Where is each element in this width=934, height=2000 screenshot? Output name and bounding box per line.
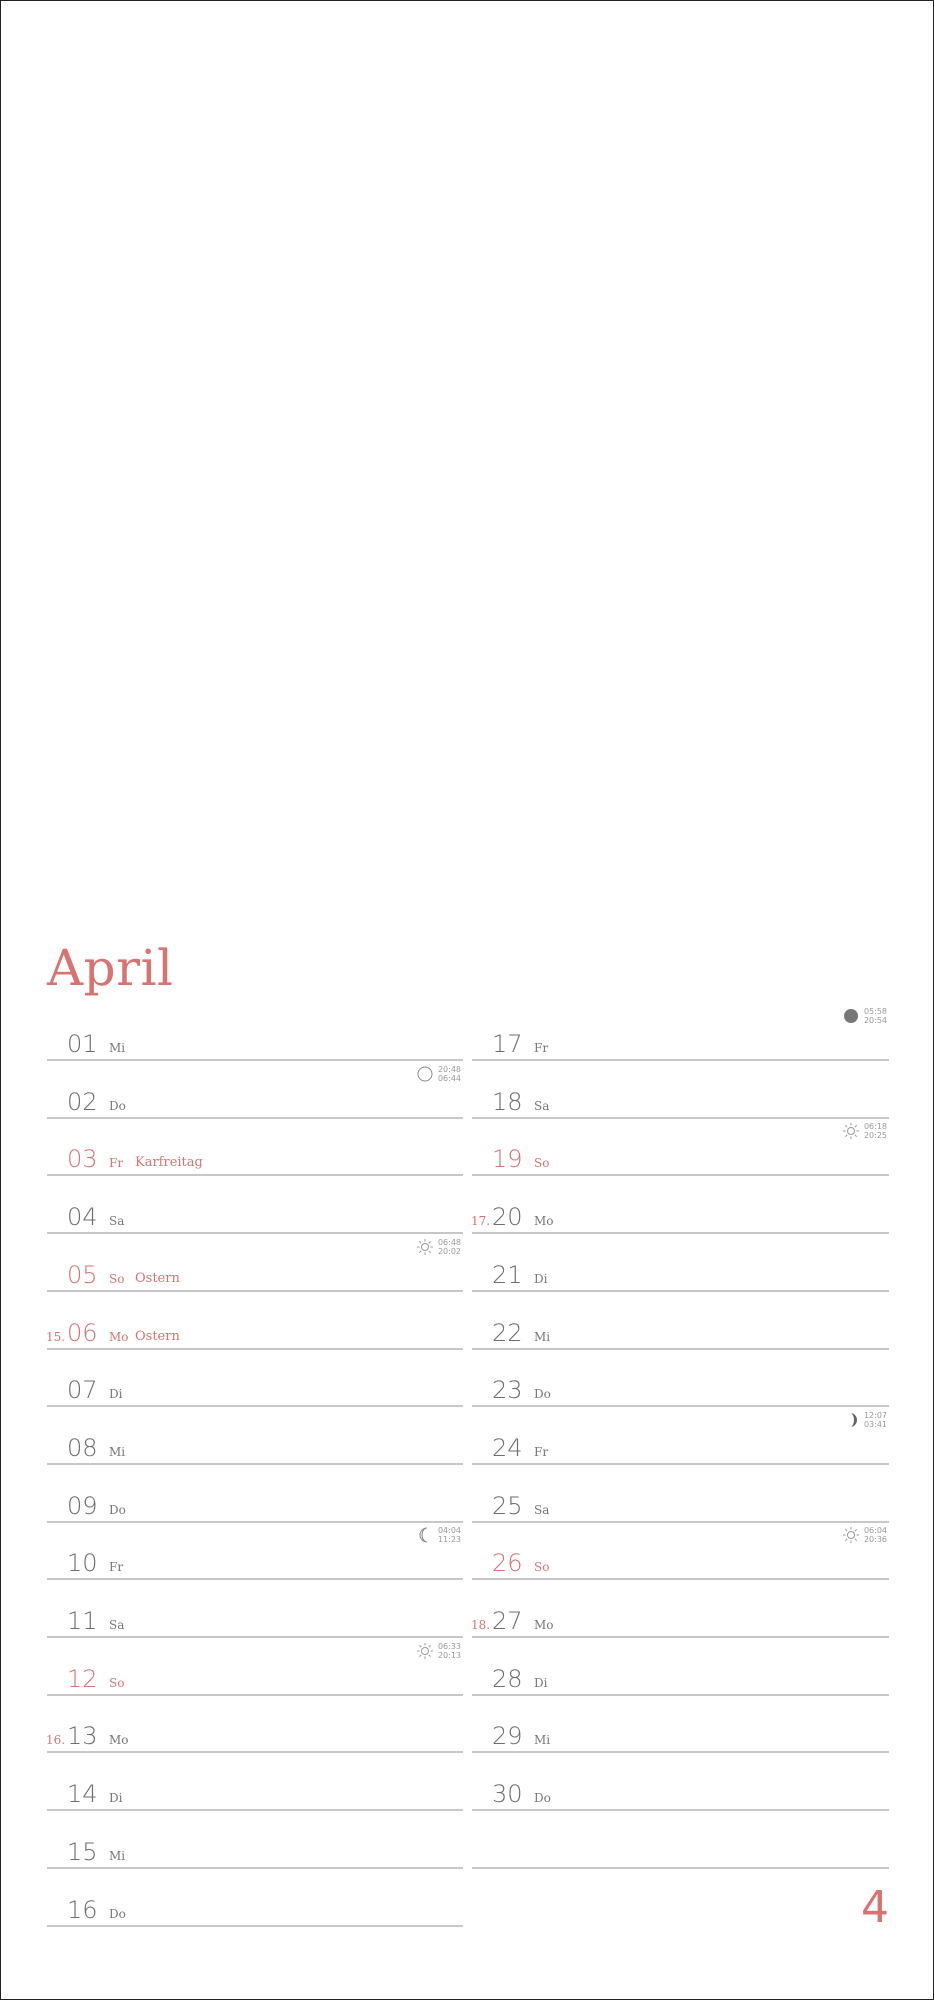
day-number: 16	[67, 1895, 98, 1924]
moon-info	[416, 1064, 461, 1084]
day-row	[47, 1176, 463, 1234]
time-2: 20:13	[437, 1650, 461, 1660]
day-number: 08	[67, 1433, 98, 1462]
weekday: Do	[109, 1098, 126, 1113]
day-row	[47, 1753, 463, 1811]
weekday: So	[534, 1560, 550, 1575]
day-number: 15	[67, 1837, 98, 1866]
time-2: 03:41	[863, 1419, 887, 1429]
day-number: 12	[67, 1664, 98, 1693]
time-1: 06:33	[437, 1641, 461, 1651]
day-row	[472, 1061, 889, 1119]
day-number: 05	[67, 1260, 98, 1289]
day-row	[472, 1580, 889, 1638]
day-number: 10	[67, 1549, 98, 1578]
sun-icon	[416, 1642, 434, 1660]
day-row	[472, 1522, 889, 1580]
day-row	[47, 1638, 463, 1696]
holiday-label: Ostern	[135, 1328, 180, 1344]
time-1: 06:18	[863, 1122, 887, 1132]
day-row	[47, 1003, 463, 1061]
week-number: 15.	[46, 1329, 66, 1344]
day-row	[47, 1580, 463, 1638]
day-row	[47, 1465, 463, 1523]
day-row	[47, 1869, 463, 1927]
weekday: Mi	[109, 1848, 126, 1863]
day-row	[47, 1234, 463, 1292]
time-1: 06:48	[437, 1237, 461, 1247]
day-number: 14	[67, 1780, 98, 1809]
weekday: Sa	[109, 1618, 125, 1632]
day-number: 27	[492, 1607, 523, 1635]
time-2: 06:44	[437, 1073, 461, 1083]
day-row	[472, 1695, 889, 1753]
time-2: 20:54	[863, 1016, 887, 1025]
day-row	[472, 1638, 889, 1696]
weekday: Mi	[109, 1444, 126, 1459]
time-1: 04:04	[437, 1526, 461, 1536]
weekday: Mi	[534, 1329, 551, 1344]
day-row	[47, 1349, 463, 1407]
day-number: 04	[67, 1203, 98, 1232]
weekday: Di	[109, 1387, 123, 1402]
day-number: 25	[492, 1491, 523, 1520]
last-quarter-moon-icon	[416, 1526, 434, 1544]
day-row	[47, 1061, 463, 1119]
weekday: Mo	[534, 1214, 554, 1229]
first-quarter-moon-icon	[842, 1411, 860, 1429]
time-2: 20:36	[863, 1535, 887, 1545]
weekday: Mo	[109, 1733, 129, 1748]
day-number: 23	[492, 1376, 523, 1405]
weekday: Mo	[109, 1329, 129, 1344]
day-row	[472, 1811, 889, 1869]
weekday: So	[109, 1675, 125, 1690]
day-number: 21	[492, 1260, 523, 1289]
week-number: 18.	[471, 1618, 491, 1632]
weekday: Fr	[109, 1156, 124, 1171]
day-number: 09	[67, 1491, 98, 1520]
weekday: Mo	[534, 1618, 554, 1632]
sun-info	[416, 1237, 461, 1257]
day-number: 01	[67, 1030, 98, 1058]
weekday: Di	[534, 1675, 548, 1690]
day-number: 02	[67, 1087, 98, 1116]
time-2: 20:25	[863, 1131, 887, 1141]
holiday-label: Ostern	[135, 1270, 180, 1286]
new-moon-icon	[842, 1007, 860, 1025]
writing-line	[47, 1925, 463, 1927]
weekday: Do	[534, 1791, 551, 1806]
day-row	[472, 1176, 889, 1234]
day-number: 24	[492, 1433, 523, 1462]
day-number: 07	[67, 1376, 98, 1405]
sun-info	[842, 1121, 887, 1141]
weekday: Fr	[534, 1444, 549, 1459]
day-number: 20	[492, 1203, 523, 1232]
day-row	[472, 1465, 889, 1523]
day-number: 30	[492, 1780, 523, 1809]
day-row	[47, 1811, 463, 1869]
weekday: So	[534, 1156, 550, 1171]
writing-line	[472, 1867, 889, 1869]
sun-icon	[842, 1122, 860, 1140]
time-2: 11:23	[437, 1535, 461, 1545]
day-number: 03	[67, 1145, 98, 1174]
weekday: Fr	[109, 1560, 124, 1575]
weekday: Sa	[534, 1502, 550, 1517]
day-row	[47, 1407, 463, 1465]
weekday: Sa	[109, 1214, 125, 1229]
week-number: 16.	[46, 1733, 66, 1748]
time-1: 20:48	[437, 1064, 461, 1074]
day-number: 28	[492, 1664, 523, 1693]
day-row	[47, 1118, 463, 1176]
holiday-label: Karfreitag	[135, 1155, 203, 1171]
weekday: Fr	[534, 1041, 549, 1055]
weekday: Sa	[534, 1098, 550, 1113]
time-1: 06:04	[863, 1526, 887, 1536]
sun-icon	[416, 1238, 434, 1256]
time-1: 12:07	[863, 1410, 887, 1420]
day-row	[47, 1292, 463, 1350]
moon-info	[842, 1410, 887, 1430]
day-row	[472, 1003, 889, 1061]
day-row	[47, 1522, 463, 1580]
sun-info	[842, 1525, 887, 1545]
day-row	[47, 1695, 463, 1753]
weekday: Di	[534, 1271, 548, 1286]
day-number: 19	[492, 1145, 523, 1174]
full-moon-icon	[416, 1065, 434, 1083]
week-number: 17.	[471, 1214, 491, 1229]
day-row	[472, 1234, 889, 1292]
weekday: Mi	[109, 1041, 126, 1055]
weekday: Do	[109, 1906, 126, 1921]
moon-info	[416, 1525, 461, 1545]
day-number: 26	[492, 1549, 523, 1578]
weekday: Do	[109, 1502, 126, 1517]
sun-info	[416, 1641, 461, 1661]
time-1: 05:58	[863, 1007, 887, 1016]
month-title: April	[47, 939, 174, 997]
day-number: 18	[492, 1087, 523, 1116]
day-number: 11	[67, 1607, 98, 1635]
sun-icon	[842, 1526, 860, 1544]
day-number: 17	[492, 1030, 523, 1058]
weekday: Mi	[534, 1733, 551, 1748]
weekday: Do	[534, 1387, 551, 1402]
day-row	[472, 1407, 889, 1465]
day-row	[472, 1292, 889, 1350]
day-row	[472, 1118, 889, 1176]
day-number: 29	[492, 1722, 523, 1751]
weekday: So	[109, 1271, 125, 1286]
day-row	[472, 1349, 889, 1407]
day-number: 22	[492, 1318, 523, 1347]
day-row	[472, 1753, 889, 1811]
day-number: 13	[67, 1722, 98, 1751]
weekday: Di	[109, 1791, 123, 1806]
time-2: 20:02	[437, 1246, 461, 1256]
page-number: 4	[861, 1882, 889, 1933]
day-number: 06	[67, 1318, 98, 1347]
moon-info	[842, 1006, 887, 1026]
